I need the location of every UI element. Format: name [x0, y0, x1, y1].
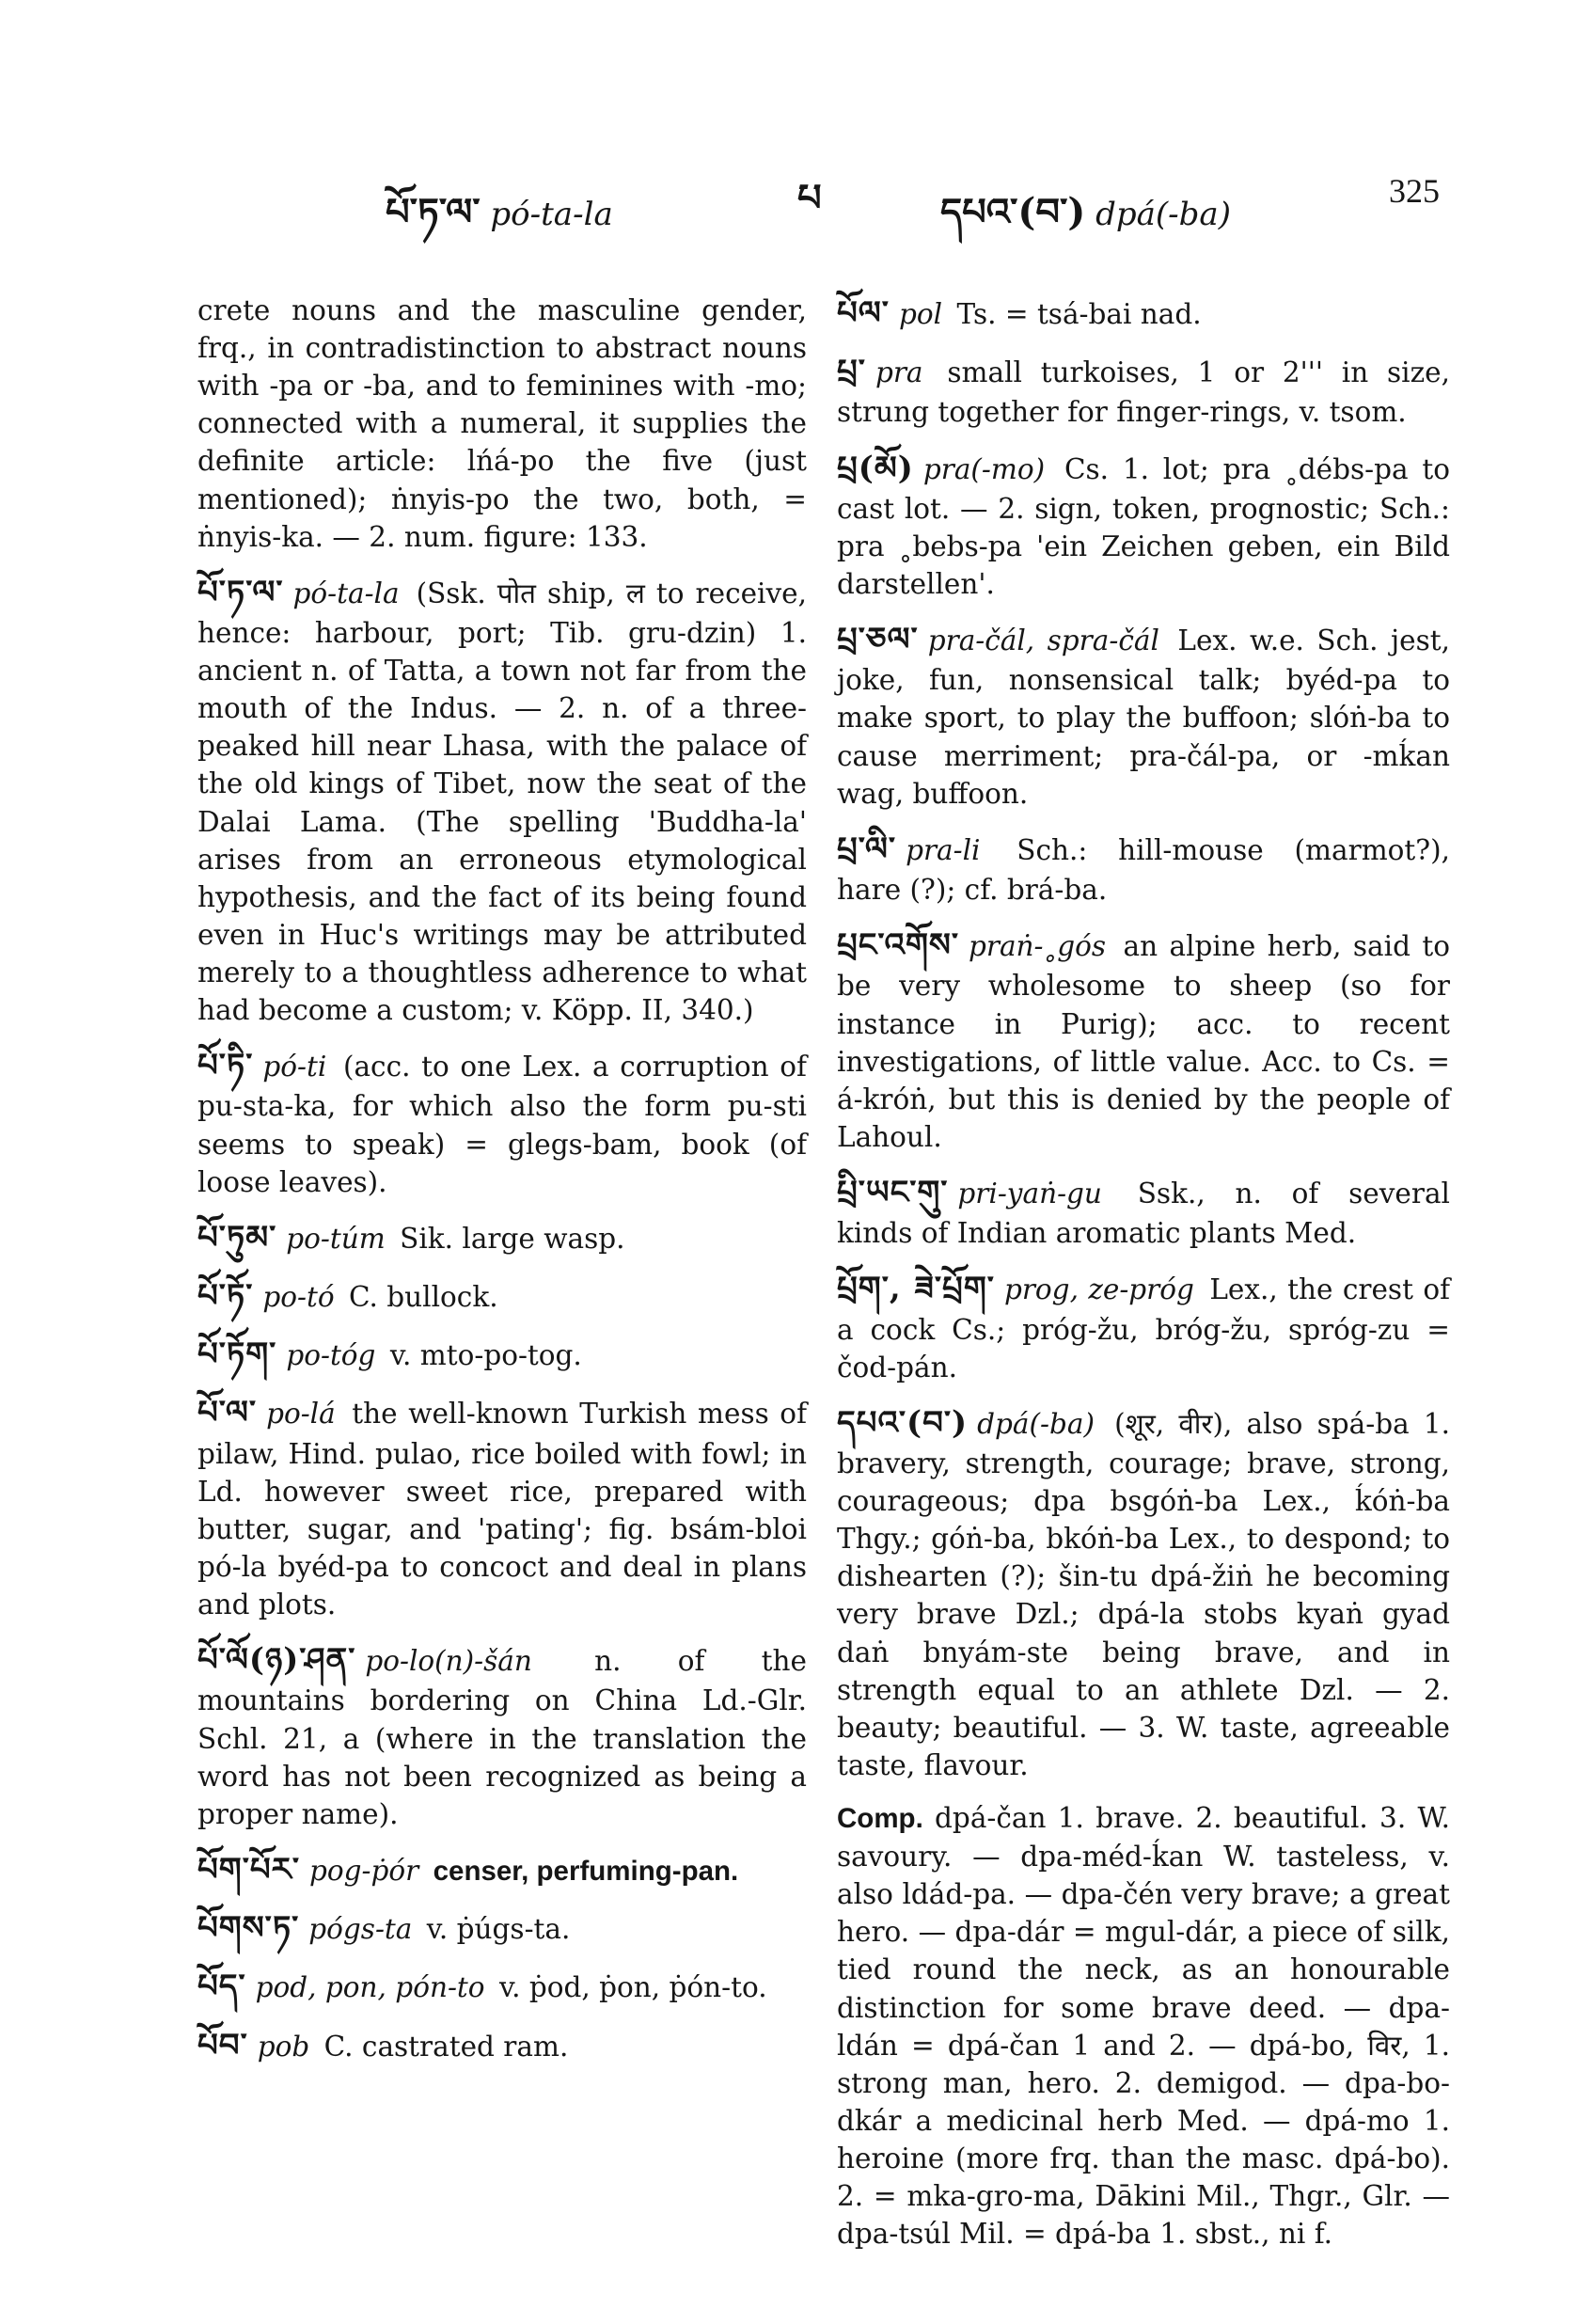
entry-romanization: po-tó	[262, 1281, 335, 1313]
entry-headword: པྲང་འགོས་	[837, 926, 959, 965]
entry-definition: Sik. large wasp.	[400, 1222, 625, 1255]
entry-definition: C. bullock.	[349, 1281, 498, 1313]
entry	[837, 447, 1450, 604]
entry-romanization: pra-li	[906, 833, 981, 866]
entry-headword: པྲི་ཡང་གུ་	[837, 1173, 949, 1211]
running-head-left-tibetan: པོ་ཏ་ལ་	[386, 190, 481, 234]
entry-definition: Cs. 1. lot; pra ˳débs-pa to cast lot. — 2. sign, token, prognostic; Sch.: pra ˳bebs-pa 'ein Zeichen geben, ein Bild darstellen'.	[837, 452, 1450, 601]
entry-definition: Lex. w.e. Sch. jest, joke, fun, nonsensical talk; byéd-pa to make sport, to play the buffoon; slóṅ-ba to cause merriment; pra-čál-pa, or -mḱan wag, buffoon.	[837, 624, 1450, 810]
entry-romanization: pog-ṗór	[309, 1854, 419, 1887]
entry-headword: པྲ(མོ)	[837, 449, 914, 487]
entry-headword: པོགས་ཏ་	[197, 1909, 300, 1948]
entry-headword: པོ་ཏུམ་	[197, 1218, 277, 1257]
entry	[197, 1333, 807, 1376]
entry	[837, 350, 1450, 431]
entry-compounds	[837, 1799, 1450, 2253]
entry-headword: པྲོག་, ཟེ་པྲོག་	[837, 1270, 995, 1308]
entry-definition: n. of the mountains bordering on China Ld.-Glr. Schl. 21, a (where in the translation the word has not been recognized as being a proper name).	[197, 1645, 807, 1830]
entry	[197, 1044, 807, 1201]
entry	[837, 1401, 1450, 1784]
page-number: 325	[1389, 172, 1440, 210]
entry	[837, 618, 1450, 813]
entry-romanization: po-lá	[266, 1398, 336, 1431]
entry-romanization: pógs-ta	[308, 1913, 413, 1946]
entry-romanization: pó-ta-la	[292, 577, 400, 609]
entry-romanization: pra-čál, spra-čál	[927, 624, 1159, 657]
running-head-right-tibetan: དཔའ་(བ་)	[940, 190, 1086, 234]
entry-headword: པོལ་	[837, 294, 890, 332]
entry-romanization: pol	[898, 298, 943, 330]
entry-definition: Ssk., n. of several kinds of Indian aromatic plants Med.	[837, 1177, 1450, 1250]
entry	[197, 571, 807, 1029]
entry-definition: (acc. to one Lex. a corruption of pu-sta-ka, for which also the form pu-sti seems to speak) = glegs-bam, book (of loose leaves).	[197, 1051, 807, 1198]
entry-definition: small turkoises, 1 or 2''' in size, strung together for finger-rings, v. tsom.	[837, 356, 1450, 429]
entry	[197, 1638, 807, 1833]
entry-romanization: dpá(-ba)	[977, 1407, 1095, 1440]
entry	[837, 1171, 1450, 1252]
entry	[837, 828, 1450, 909]
entry	[197, 1906, 807, 1950]
entry	[197, 1216, 807, 1259]
entry-headword: པོ་ཏོག་	[197, 1336, 277, 1374]
continued-entry-text: crete nouns and the masculine gender, frq., in contradistinction to abstract nouns with -pa or -ba, and to feminines with -mo; connected with a numeral, it supplies the definite article: lńá-po the five (just mentioned); ṅnyis-po the two, both, = ṅnyis-ka. — 2. num. figure: 133.	[197, 294, 807, 553]
entry-romanization: pra	[875, 356, 923, 389]
right-column	[837, 292, 1450, 2268]
running-head-right	[940, 169, 1231, 276]
entry-romanization: po-lo(n)-šán	[365, 1645, 532, 1678]
entry-definition: an alpine herb, said to be very wholesome to sheep (so for instance in Purig); acc. to recent investigations, of little value. Acc. to Cs. = á-króṅ, but this is denied by the people of Lahoul.	[837, 930, 1450, 1153]
entry-definition: dpá-čan 1. brave. 2. beautiful. 3. W. savoury. — dpa-méd-ḱan W. tasteless, v. also ldád-pa. — dpa-čén very brave; a great hero. — dpa-dár = mgul-dár, a piece of silk, tied round the neck, as an honourable distinction for some brave deed. — dpa-ldán = dpá-čan 1 and 2. — dpá-bo, विर, 1. strong man, hero. 2. demigod. — dpa-bo-dkár a medicinal herb Med. — dpá-mo 1. heroine (more frq. than the masc. dpá-bo). 2. = mka-gro-ma, Dākini Mil., Thgr., Glr. — dpa-tsúl Mil. = dpá-ba 1. sbst., ni f.	[837, 1801, 1450, 2251]
entry-romanization: pod, pon, pón-to	[255, 1971, 485, 2004]
entry	[197, 1391, 807, 1623]
running-head-left-roman: pó-ta-la	[490, 196, 613, 233]
entry-romanization: po-túm	[286, 1222, 386, 1255]
entry	[837, 292, 1450, 335]
left-column	[197, 292, 807, 2082]
entry-definition: v. mto-po-tog.	[389, 1339, 582, 1372]
entry-headword: པོ་ལ་	[197, 1394, 258, 1432]
entry-definition: Lex., the crest of a cock Cs.; próg-žu, bróg-žu, spróg-zu = čod-pán.	[837, 1273, 1450, 1383]
entry-headword: པོབ་	[197, 2026, 248, 2064]
entry-headword: པོད་	[197, 1968, 246, 2006]
running-head-right-roman: dpá(-ba)	[1095, 196, 1231, 233]
entry-romanization: prog, ze-próg	[1003, 1273, 1194, 1306]
entry-headword: པོ་ལོ(ཉ)་ཤན་	[197, 1641, 356, 1680]
entry-romanization: po-tóg	[286, 1339, 376, 1372]
entry-headword: དཔའ་(བ་)	[837, 1403, 969, 1442]
entry-definition: C. castrated ram.	[323, 2030, 569, 2063]
entry-definition: censer, perfuming-pan.	[433, 1855, 739, 1887]
entry-romanization: pó-ti	[262, 1051, 327, 1083]
entry-definition: (शूर, वीर), also spá-ba 1. bravery, strength, courage; brave, strong, courageous; dpa bsgóṅ-ba Lex., ḱóṅ-ba Thgy.; góṅ-ba, bkóṅ-ba Lex., to despond; to dishearten (?); šin-tu dpá-žiṅ he becoming very brave Dzl.; dpá-la stobs kyaṅ gyad daṅ bnyám-ste being brave, and in strength equal to an athlete Dzl. — 2. beauty; beautiful. — 3. W. taste, agreeable taste, flavour.	[837, 1407, 1450, 1781]
running-head-left	[386, 169, 613, 276]
entry	[837, 1267, 1450, 1385]
entry-headword: པྲ་ཅལ་	[837, 621, 919, 659]
entry-definition: the well-known Turkish mess of pilaw, Hind. pulao, rice boiled with fowl; in Ld. however sweet rice, prepared with butter, sugar, and 'pating'; fig. bsám-bloi pó-la byéd-pa to concoct and deal in plans and plots.	[197, 1398, 807, 1621]
entry-definition: Ts. = tsá-bai nad.	[956, 298, 1202, 330]
entry-headword: པོག་པོར་	[197, 1850, 300, 1889]
entry-headword: པོ་ཏ་ལ་	[197, 573, 284, 611]
section-letter: པ	[797, 176, 822, 220]
entry	[837, 924, 1450, 1156]
entry-romanization: pob	[257, 2030, 310, 2063]
entry-definition: (Ssk. पोत ship, ल to receive, hence: harbour, port; Tib. gru-dzin) 1. ancient n. of Tatta, a town not far from the mouth of the Indus. — 2. n. of a three-peaked hill near Lhasa, with the palace of the old kings of Tibet, now the seat of the Dalai Lama. (The spelling 'Buddha-la' arises from an erroneous etymological hypothesis, and the fact of its being found even in Huc's writings may be attributed merely to a thoughtless adherence to what had become a custom; v. Köpp. II, 340.)	[197, 577, 807, 1027]
entry-headword: པོ་ཏི་	[197, 1047, 254, 1085]
entry	[197, 2024, 807, 2067]
entry-romanization: pra(-mo)	[922, 452, 1046, 485]
entry-definition: v. ṗod, ṗon, ṗón-to.	[498, 1971, 767, 2004]
entry	[197, 1274, 807, 1318]
entry-romanization: pri-yaṅ-gu	[957, 1177, 1102, 1209]
entry-definition: Sch.: hill-mouse (marmot?), hare (?); cf. brá-ba.	[837, 833, 1450, 907]
entry	[197, 1965, 807, 2008]
entry-headword: པྲ་	[837, 353, 866, 391]
entry-headword: པྲ་ལི་	[837, 830, 897, 868]
entry-headword: པོ་ཏོ་	[197, 1277, 254, 1315]
entry-definition: v. ṗúgs-ta.	[426, 1913, 571, 1946]
entry-romanization: praṅ-˳gós	[968, 930, 1107, 963]
entry	[197, 1848, 807, 1891]
compounds-label: Comp.	[837, 1802, 923, 1834]
